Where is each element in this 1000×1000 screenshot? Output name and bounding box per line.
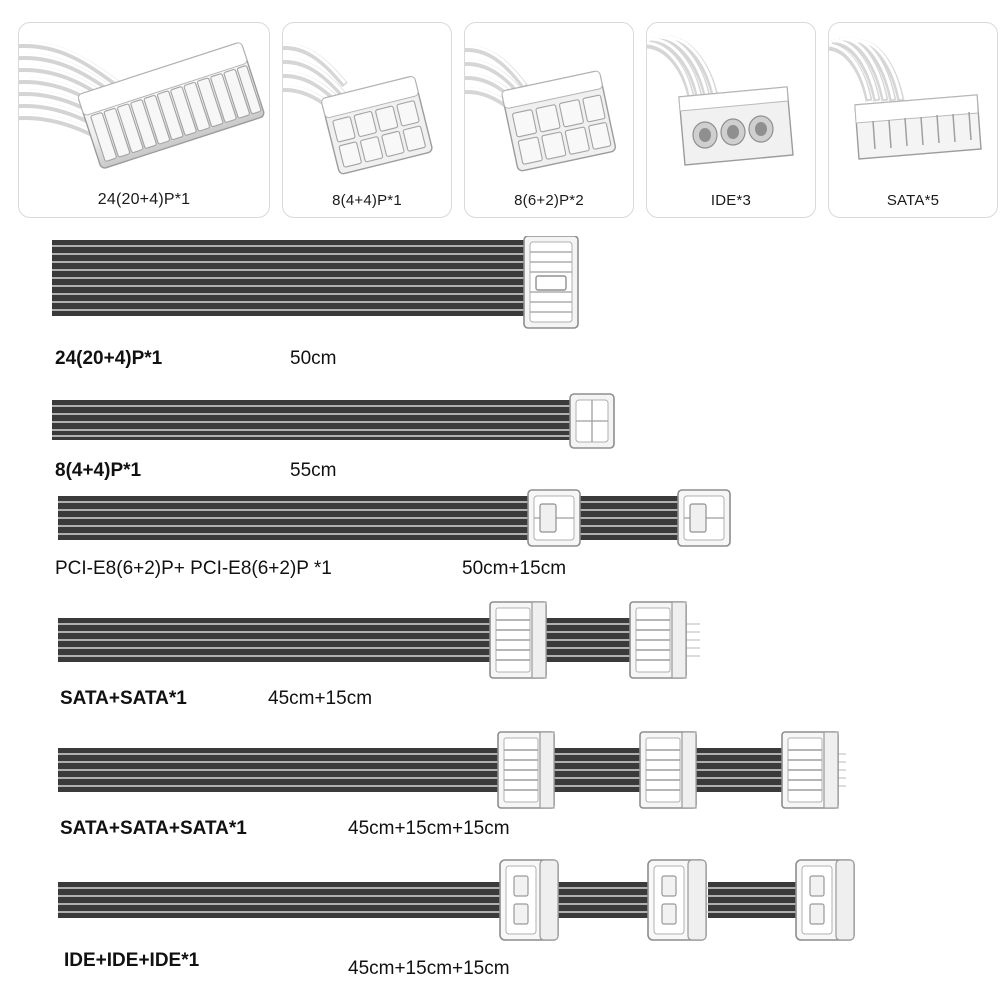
- connector-card-label: IDE*3: [710, 192, 752, 209]
- cable-name-label: 24(20+4)P*1: [55, 348, 163, 369]
- cable-row-ide-triple: [0, 858, 1000, 988]
- cable-row-24pin: [0, 236, 1000, 369]
- cable-name-label: SATA+SATA+SATA*1: [60, 818, 247, 839]
- connector-card-sata: [828, 22, 998, 218]
- cable-row-sata-triple: [0, 728, 1000, 848]
- eps-8pin-connector-icon: [283, 23, 451, 218]
- cable-name-label: 8(4+4)P*1: [55, 460, 142, 481]
- ide-triple-cable-icon: [0, 858, 1000, 948]
- cable-name-label: SATA+SATA*1: [60, 688, 187, 709]
- cable-length-label: 45cm+15cm: [268, 688, 373, 709]
- cable-name-label: PCI-E8(6+2)P+ PCI-E8(6+2)P *1: [55, 558, 332, 579]
- pcie-dual-cable-icon: [0, 488, 1000, 558]
- connector-card-label: 8(4+4)P*1: [332, 192, 402, 209]
- connector-card-pcie: [464, 22, 634, 218]
- pcie-8pin-connector-icon: [465, 23, 633, 218]
- cable-name-label: IDE+IDE+IDE*1: [64, 950, 200, 971]
- atx-24pin-cable-icon: [0, 236, 1000, 346]
- connector-card-ide: [646, 22, 816, 218]
- cable-row-sata-dual: [0, 598, 1000, 718]
- cable-length-label: 55cm: [290, 460, 337, 481]
- cable-row-pcie: [0, 488, 1000, 598]
- sata-connector-icon: [829, 23, 997, 218]
- cable-length-label: 50cm+15cm: [462, 558, 567, 579]
- cable-length-label: 45cm+15cm+15cm: [348, 818, 510, 839]
- cable-row-8pin-cpu: [0, 390, 1000, 500]
- connector-card-label: SATA*5: [886, 192, 940, 209]
- connector-card-8pin-cpu: [282, 22, 452, 218]
- connector-gallery: [18, 22, 982, 218]
- cable-length-label: 45cm+15cm+15cm: [348, 958, 510, 979]
- sata-dual-cable-icon: [0, 598, 1000, 688]
- connector-card-label: 24(20+4)P*1: [97, 191, 191, 208]
- eps-8pin-cable-icon: [0, 390, 1000, 456]
- connector-card-24pin: [18, 22, 270, 218]
- connector-card-label: 8(6+2)P*2: [514, 192, 584, 209]
- cable-length-label: 50cm: [290, 348, 337, 369]
- atx-24pin-connector-icon: [19, 23, 269, 218]
- ide-molex-connector-icon: [647, 23, 815, 218]
- sata-triple-cable-icon: [0, 728, 1000, 818]
